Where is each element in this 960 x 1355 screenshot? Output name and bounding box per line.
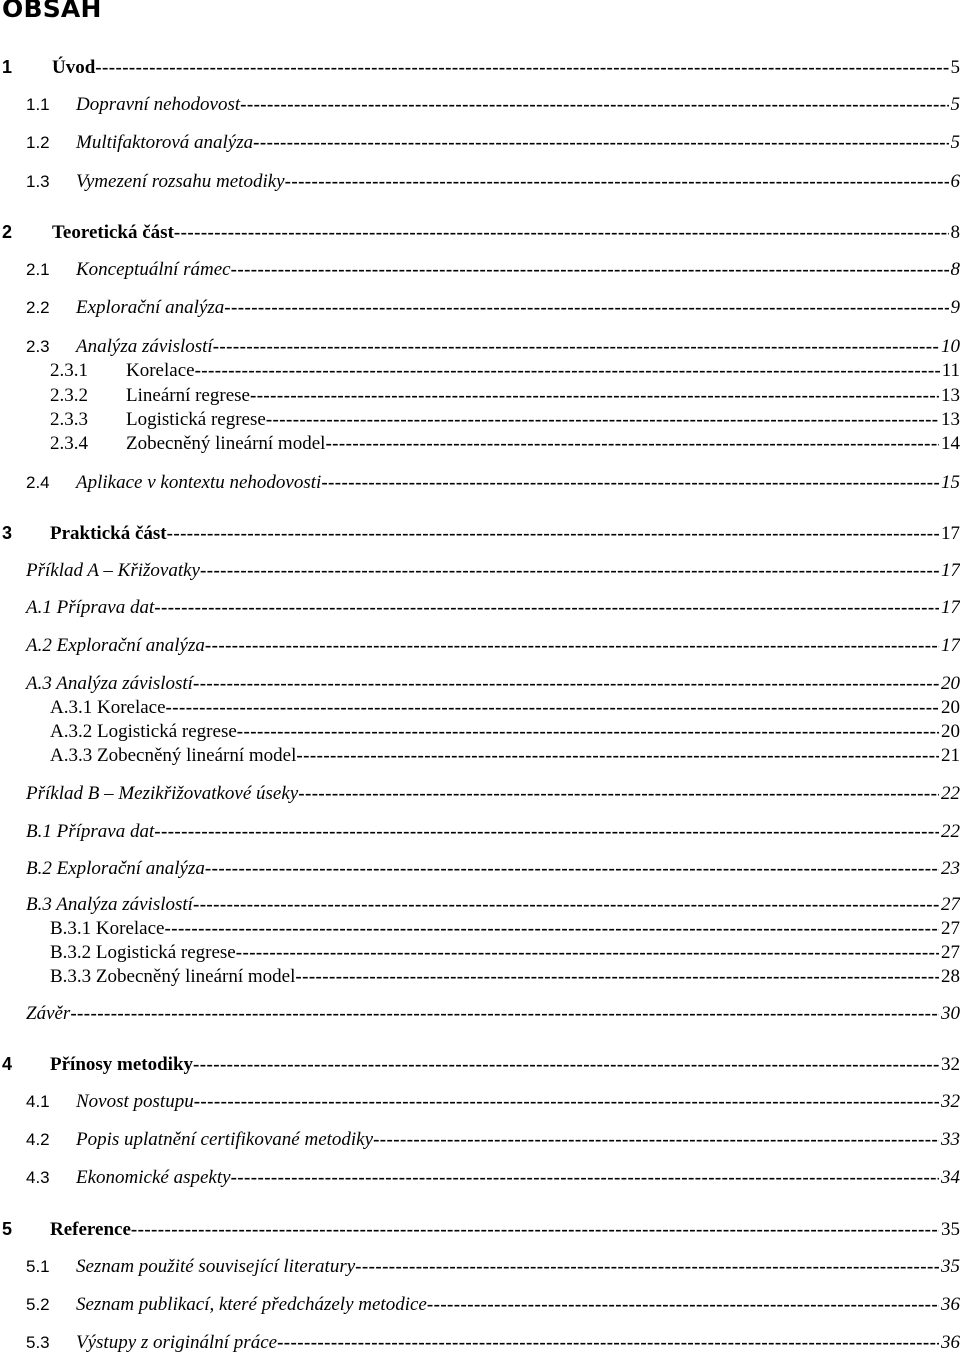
toc-number: 5 bbox=[2, 1219, 13, 1239]
toc-entry[interactable] bbox=[50, 744, 960, 768]
toc-page-number: 27 bbox=[941, 918, 960, 939]
toc-title: Korelace bbox=[126, 360, 195, 381]
dot-leader bbox=[427, 1293, 939, 1317]
toc-page-number: 13 bbox=[941, 409, 960, 430]
toc-entry[interactable] bbox=[2, 220, 960, 244]
toc-page-number: 30 bbox=[941, 1003, 960, 1024]
toc-entry[interactable] bbox=[26, 1128, 960, 1152]
toc-number: 2.2 bbox=[26, 298, 50, 317]
toc-page-number: 6 bbox=[950, 171, 960, 192]
toc-title: B.3.2 Logistická regrese bbox=[50, 942, 236, 963]
toc-entry[interactable] bbox=[26, 131, 960, 155]
toc-page-number: 17 bbox=[941, 635, 960, 656]
toc-page-number: 11 bbox=[941, 360, 960, 381]
toc-page-number: 5 bbox=[950, 94, 960, 115]
toc-entry[interactable] bbox=[26, 335, 960, 359]
toc-number: 2.3 bbox=[26, 337, 50, 356]
toc-entry[interactable] bbox=[26, 820, 960, 844]
toc-entry[interactable] bbox=[26, 93, 960, 117]
dot-leader bbox=[266, 408, 939, 432]
toc-title: B.3.1 Korelace bbox=[50, 918, 165, 939]
dot-leader bbox=[253, 131, 948, 155]
toc-page-number: 36 bbox=[941, 1294, 960, 1315]
toc-title: Aplikace v kontextu nehodovosti bbox=[76, 472, 322, 493]
dot-leader bbox=[237, 720, 939, 744]
toc-entry[interactable] bbox=[50, 720, 960, 744]
toc-title: A.3.2 Logistická regrese bbox=[50, 721, 237, 742]
dot-leader bbox=[250, 384, 939, 408]
toc-page-number: 13 bbox=[941, 385, 960, 406]
toc-entry[interactable] bbox=[26, 1293, 960, 1317]
toc-entry[interactable] bbox=[26, 258, 960, 282]
toc-title: Příklad A – Křižovatky bbox=[26, 560, 200, 581]
dot-leader bbox=[205, 857, 939, 881]
toc-number: 2.4 bbox=[26, 473, 50, 492]
toc-entry[interactable] bbox=[50, 941, 960, 965]
toc-title: A.2 Explorační analýza bbox=[26, 635, 205, 656]
toc-title: Dopravní nehodovost bbox=[76, 94, 241, 115]
dot-leader bbox=[236, 941, 939, 965]
dot-leader bbox=[285, 170, 949, 194]
toc-entry[interactable] bbox=[2, 1217, 960, 1241]
toc-title: Konceptuální rámec bbox=[76, 259, 231, 280]
dot-leader bbox=[224, 296, 948, 320]
dot-leader bbox=[298, 782, 939, 806]
toc-heading: OBSAH bbox=[2, 0, 102, 23]
toc-entry[interactable] bbox=[26, 782, 960, 806]
dot-leader bbox=[231, 1166, 939, 1190]
toc-entry[interactable] bbox=[26, 893, 960, 917]
toc-number: 2.3.1 bbox=[50, 360, 88, 381]
toc-page-number: 27 bbox=[941, 942, 960, 963]
toc-page-number: 17 bbox=[941, 523, 960, 544]
toc-entry[interactable] bbox=[26, 857, 960, 881]
toc-page-number: 8 bbox=[950, 259, 960, 280]
toc-title: Teoretická část bbox=[52, 222, 174, 243]
toc-page-number: 27 bbox=[941, 894, 960, 915]
dot-leader bbox=[70, 1002, 939, 1026]
toc-title: Novost postupu bbox=[76, 1091, 194, 1112]
dot-leader bbox=[193, 672, 939, 696]
toc-number: 3 bbox=[2, 523, 13, 543]
toc-title: Reference bbox=[50, 1219, 131, 1240]
dot-leader bbox=[205, 634, 939, 658]
toc-entry[interactable] bbox=[26, 296, 960, 320]
toc-page-number: 5 bbox=[950, 132, 960, 153]
toc-title: Explorační analýza bbox=[76, 297, 225, 318]
toc-entry[interactable] bbox=[50, 696, 960, 720]
toc-title: B.3.3 Zobecněný lineární model bbox=[50, 966, 296, 987]
toc-title: Vymezení rozsahu metodiky bbox=[76, 171, 285, 192]
dot-leader bbox=[240, 93, 948, 117]
toc-entry[interactable] bbox=[2, 521, 960, 545]
toc-page-number: 35 bbox=[941, 1219, 960, 1240]
toc-page-number: 9 bbox=[950, 297, 960, 318]
toc-title: Logistická regrese bbox=[126, 409, 266, 430]
dot-leader bbox=[194, 1090, 939, 1114]
toc-title: A.3.3 Zobecněný lineární model bbox=[50, 745, 297, 766]
toc-page-number: 5 bbox=[950, 57, 960, 78]
toc-title: Ekonomické aspekty bbox=[76, 1167, 231, 1188]
toc-page-number: 35 bbox=[941, 1256, 960, 1277]
toc-page-number: 20 bbox=[941, 697, 960, 718]
toc-page-number: 33 bbox=[941, 1129, 960, 1150]
dot-leader bbox=[295, 965, 939, 989]
dot-leader bbox=[193, 893, 939, 917]
toc-entry[interactable] bbox=[26, 1002, 960, 1026]
toc-title: Seznam publikací, které předcházely metodice bbox=[76, 1294, 427, 1315]
dot-leader bbox=[166, 696, 939, 720]
toc-title: A.3 Analýza závislostí bbox=[26, 673, 193, 694]
toc-page-number: 15 bbox=[941, 472, 960, 493]
toc-number: 2.3.4 bbox=[50, 433, 88, 454]
toc-title: B.3 Analýza závislostí bbox=[26, 894, 193, 915]
toc-number: 5.2 bbox=[26, 1295, 50, 1314]
dot-leader bbox=[131, 1218, 939, 1242]
toc-entry[interactable] bbox=[26, 672, 960, 696]
dot-leader bbox=[321, 471, 939, 495]
toc-title: Seznam použité související literatury bbox=[76, 1256, 356, 1277]
toc-page-number: 34 bbox=[941, 1167, 960, 1188]
dot-leader bbox=[167, 522, 939, 546]
toc-page-number: 20 bbox=[941, 673, 960, 694]
toc-title: Závěr bbox=[26, 1003, 71, 1024]
toc-entry[interactable] bbox=[50, 408, 960, 432]
dot-leader bbox=[325, 432, 939, 456]
toc-page-number: 22 bbox=[941, 821, 960, 842]
toc-title: Přínosy metodiky bbox=[50, 1054, 194, 1075]
toc-title: A.1 Příprava dat bbox=[26, 597, 155, 618]
dot-leader bbox=[174, 221, 949, 245]
toc-entry[interactable] bbox=[50, 384, 960, 408]
toc-title: Výstupy z originální práce bbox=[76, 1332, 278, 1353]
toc-title: A.3.1 Korelace bbox=[50, 697, 166, 718]
toc-title: Popis uplatnění certifikované metodiky bbox=[76, 1129, 374, 1150]
toc-title: Analýza závislostí bbox=[76, 336, 213, 357]
toc-number: 4.2 bbox=[26, 1130, 50, 1149]
dot-leader bbox=[231, 258, 949, 282]
toc-title: Praktická část bbox=[50, 523, 167, 544]
toc-title: Lineární regrese bbox=[126, 385, 250, 406]
toc-entry[interactable] bbox=[26, 1166, 960, 1190]
toc-number: 4.3 bbox=[26, 1168, 50, 1187]
toc-page-number: 22 bbox=[941, 783, 960, 804]
toc-entry[interactable] bbox=[26, 634, 960, 658]
dot-leader bbox=[200, 559, 939, 583]
toc-number: 2.3.2 bbox=[50, 385, 88, 406]
dot-leader bbox=[164, 917, 939, 941]
toc-entry[interactable] bbox=[50, 917, 960, 941]
toc-entry[interactable] bbox=[26, 559, 960, 583]
toc-page-number: 36 bbox=[941, 1332, 960, 1353]
toc-title: B.2 Explorační analýza bbox=[26, 858, 205, 879]
toc-number: 4 bbox=[2, 1054, 13, 1074]
toc-number: 5.1 bbox=[26, 1257, 50, 1276]
toc-number: 2.1 bbox=[26, 260, 50, 279]
dot-leader bbox=[154, 820, 939, 844]
toc-title: Zobecněný lineární model bbox=[126, 433, 326, 454]
dot-leader bbox=[154, 596, 939, 620]
dot-leader bbox=[95, 56, 948, 80]
toc-entry[interactable] bbox=[50, 432, 960, 456]
dot-leader bbox=[355, 1255, 939, 1279]
dot-leader bbox=[193, 1053, 939, 1077]
toc-number: 4.1 bbox=[26, 1092, 50, 1111]
toc-page-number: 23 bbox=[941, 858, 960, 879]
toc-entry[interactable] bbox=[50, 359, 960, 383]
toc-page-number: 32 bbox=[941, 1054, 960, 1075]
dot-leader bbox=[213, 335, 939, 359]
toc-number: 1 bbox=[2, 57, 13, 77]
toc-title: Úvod bbox=[52, 57, 96, 78]
toc-entry[interactable] bbox=[26, 471, 960, 495]
dot-leader bbox=[195, 359, 940, 383]
toc-entry[interactable] bbox=[26, 596, 960, 620]
toc-page-number: 32 bbox=[941, 1091, 960, 1112]
toc-page-number: 17 bbox=[941, 597, 960, 618]
toc-number: 1.2 bbox=[26, 133, 50, 152]
toc-page-number: 14 bbox=[941, 433, 960, 454]
toc-title: B.1 Příprava dat bbox=[26, 821, 155, 842]
toc-number: 2.3.3 bbox=[50, 409, 88, 430]
toc-entry[interactable] bbox=[2, 55, 960, 79]
dot-leader bbox=[296, 744, 939, 768]
toc-title: Multifaktorová analýza bbox=[76, 132, 254, 153]
toc-entry[interactable] bbox=[26, 1090, 960, 1114]
toc-number: 1.1 bbox=[26, 95, 50, 114]
toc-entry[interactable] bbox=[2, 1052, 960, 1076]
toc-title: Příklad B – Mezikřižovatkové úseky bbox=[26, 783, 299, 804]
dot-leader bbox=[277, 1331, 939, 1355]
toc-entry[interactable] bbox=[26, 170, 960, 194]
toc-number: 5.3 bbox=[26, 1333, 50, 1352]
toc-entry[interactable] bbox=[26, 1331, 960, 1355]
toc-entry[interactable] bbox=[26, 1255, 960, 1279]
dot-leader bbox=[373, 1128, 939, 1152]
toc-page-number: 21 bbox=[941, 745, 960, 766]
toc-number: 2 bbox=[2, 222, 13, 242]
toc-page-number: 17 bbox=[941, 560, 960, 581]
toc-page-number: 10 bbox=[941, 336, 960, 357]
toc-page-number: 20 bbox=[941, 721, 960, 742]
toc-page-number: 8 bbox=[950, 222, 960, 243]
toc-page-number: 28 bbox=[941, 966, 960, 987]
toc-number: 1.3 bbox=[26, 172, 50, 191]
toc-entry[interactable] bbox=[50, 965, 960, 989]
